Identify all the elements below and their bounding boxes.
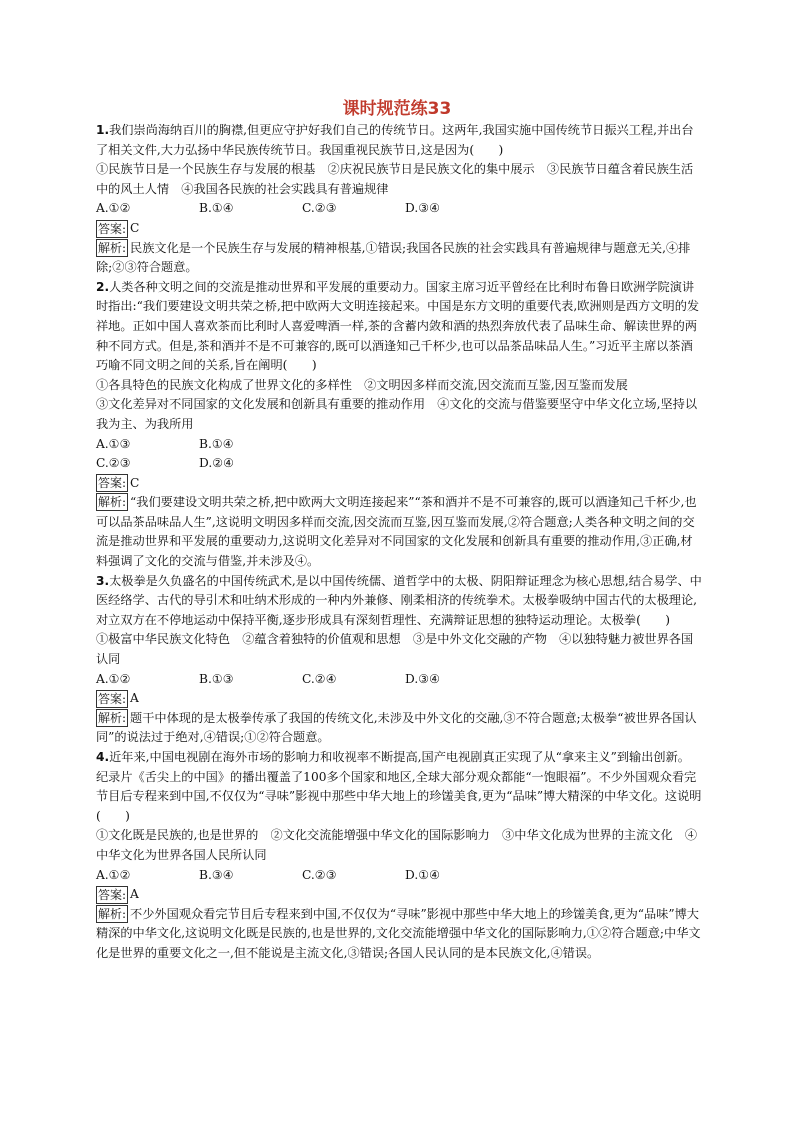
explanation (96, 709, 702, 748)
choice-d: D.①④ (405, 867, 441, 882)
question-1 (96, 121, 702, 278)
explanation (96, 493, 702, 571)
explanation-tag: 解析: (98, 495, 127, 510)
choice-row (96, 670, 702, 690)
question-stem (96, 121, 702, 160)
choice-d: D.②④ (199, 456, 235, 471)
question-stem-text: 太极拳是久负盛名的中国传统武术,是以中国传统儒、道哲学中的太极、阴阳辩证理念为核心思想,结合易学、中医经络学、古代的导引术和吐纳术形成的一种内外兼修、刚柔相济的传统拳术。太极拳吸纳中国古代的太极理论,对立双方在不停地运动中保持平衡,逐步形成具有深刻哲理性、充满辩证思想的独特运动理论。太极拳( ) (96, 573, 702, 627)
answer-value: A (130, 887, 139, 902)
answer-tag: 答案: (98, 887, 127, 902)
explanation-tag: 解析: (98, 240, 127, 255)
explanation-text: 题干中体现的是太极拳传承了我国的传统文化,未涉及中外文化的交融,③不符合题意;太极拳“被世界各国认同”的说法过于绝对,④错误;①②符合题意。 (96, 710, 697, 745)
answer-tag: 答案: (98, 221, 127, 236)
answer-line (96, 219, 702, 239)
explanation (96, 239, 702, 278)
question-number: 2. (96, 279, 110, 294)
choice-b: B.①④ (199, 201, 234, 216)
question-stem (96, 278, 702, 376)
explanation-tag: 解析: (98, 710, 127, 725)
choice-c: C.②③ (302, 867, 337, 882)
choice-a: A.①② (96, 867, 131, 882)
answer-value: C (130, 220, 140, 235)
choice-b: B.①③ (199, 671, 234, 686)
answer-line (96, 474, 702, 494)
question-options: ③文化差异对不同国家的文化发展和创新具有重要的推动作用 ④文化的交流与借鉴要坚守中华文化立场,坚持以我为主、为我所用 (96, 397, 698, 431)
choice-c: C.②④ (302, 671, 337, 686)
answer-tag: 答案: (98, 476, 127, 491)
choice-grid (96, 435, 702, 474)
question-stem-text: 近年来,中国电视剧在海外市场的影响力和收视率不断提高,国产电视剧真正实现了从“拿来主义”到输出创新。纪录片《舌尖上的中国》的播出覆盖了100多个国家和地区,全球大部分观众都能“一饱眼福”。不少外国观众看完节目后专程来到中国,不仅仅为“寻味”影视中那些中华大地上的珍馐美食,更为“品味”博大精深的中华文化。这说明( ) (96, 750, 702, 823)
question-stem (96, 572, 702, 631)
question-number: 4. (96, 750, 110, 764)
question-2 (96, 278, 702, 572)
explanation-text: “我们要建设文明共荣之桥,把中欧两大文明连接起来”“茶和酒并不是不可兼容的,既可以酒逢知己千杯少,也可以品茶品味品人生”,这说明文明因多样而交流,因交流而互鉴,因互鉴而发展,②符合题意;人类各种文明之间的交流是推动世界和平发展的重要动力,这说明文化差异对不同国家的文化发展和创新具有重要的推动作用,③正确,材料强调了文化的交流与借鉴,并未涉及④。 (96, 495, 697, 569)
choice-d: D.③④ (405, 201, 441, 216)
question-number: 1. (96, 123, 110, 137)
choice-a: A.①② (96, 201, 131, 216)
question-number: 3. (96, 573, 110, 588)
choice-a: A.①③ (96, 436, 131, 451)
choice-a: A.①② (96, 671, 131, 686)
answer-line (96, 689, 702, 709)
explanation (96, 905, 702, 964)
question-options: ①极富中华民族文化特色 ②蕴含着独特的价值观和思想 ③是中外文化交融的产物 ④以独特魅力被世界各国认同 (96, 632, 694, 667)
choice-c: C.②③ (96, 456, 131, 471)
exercise-content (96, 121, 702, 964)
explanation-text: 不少外国观众看完节目后专程来到中国,不仅仅为“寻味”影视中那些中华大地上的珍馐美食,更为“品味”博大精深的中华文化,这说明文化既是民族的,也是世界的,文化交流能增强中华文化的国际影响力,①②符合题意;中华文化是世界的重要文化之一,但不能说是主流文化,③错误;各国人民认同的是本民族文化,④错误。 (96, 906, 701, 960)
choice-c: C.②③ (302, 201, 337, 216)
choice-d: D.③④ (405, 671, 441, 686)
choice-b: B.③④ (199, 867, 234, 882)
question-options: ①民族节日是一个民族生存与发展的根基 ②庆祝民族节日是民族文化的集中展示 ③民族节日蕴含着民族生活中的风土人情 ④我国各民族的社会实践具有普遍规律 (96, 162, 694, 196)
answer-value: C (130, 475, 140, 490)
explanation-text: 民族文化是一个民族生存与发展的精神根基,①错误;我国各民族的社会实践具有普遍规律与题意无关,④排除;②③符合题意。 (96, 240, 691, 275)
page-title: 课时规范练33 (342, 99, 452, 119)
answer-line (96, 885, 702, 905)
choice-row (96, 199, 702, 219)
question-stem (96, 748, 702, 826)
choice-b: B.①④ (199, 436, 234, 451)
choice-row (96, 866, 702, 886)
question-stem-text: 我们崇尚海纳百川的胸襟,但更应守护好我们自己的传统节日。这两年,我国实施中国传统节日振兴工程,并出台了相关文件,大力弘扬中华民族传统节日。我国重视民族节日,这是因为( ) (96, 123, 694, 157)
question-options: ①各具特色的民族文化构成了世界文化的多样性 ②文明因多样而交流,因交流而互鉴,因互鉴而发展 (96, 377, 628, 392)
answer-value: A (130, 691, 139, 706)
question-3 (96, 572, 702, 748)
question-stem-text: 人类各种文明之间的交流是推动世界和平发展的重要动力。国家主席习近平曾经在比利时布鲁日欧洲学院演讲时指出:“我们要建设文明共荣之桥,把中欧两大文明连接起来。中国是东方文明的重要代表,欧洲则是西方文明的发祥地。正如中国人喜欢茶而比利时人喜爱啤酒一样,茶的含蓄内敛和酒的热烈奔放代表了品味生命、解读世界的两种不同方式。但是,茶和酒并不是不可兼容的,既可以酒逢知己千杯少,也可以品茶品味品人生。”习近平主席以茶酒巧喻不同文明之间的关系,旨在阐明( ) (96, 279, 700, 373)
explanation-tag: 解析: (98, 906, 127, 921)
question-4 (96, 748, 702, 964)
answer-tag: 答案: (98, 692, 127, 707)
question-options: ①文化既是民族的,也是世界的 ②文化交流能增强中华文化的国际影响力 ③中华文化成为世界的主流文化 ④中华文化为世界各国人民所认同 (96, 828, 698, 862)
